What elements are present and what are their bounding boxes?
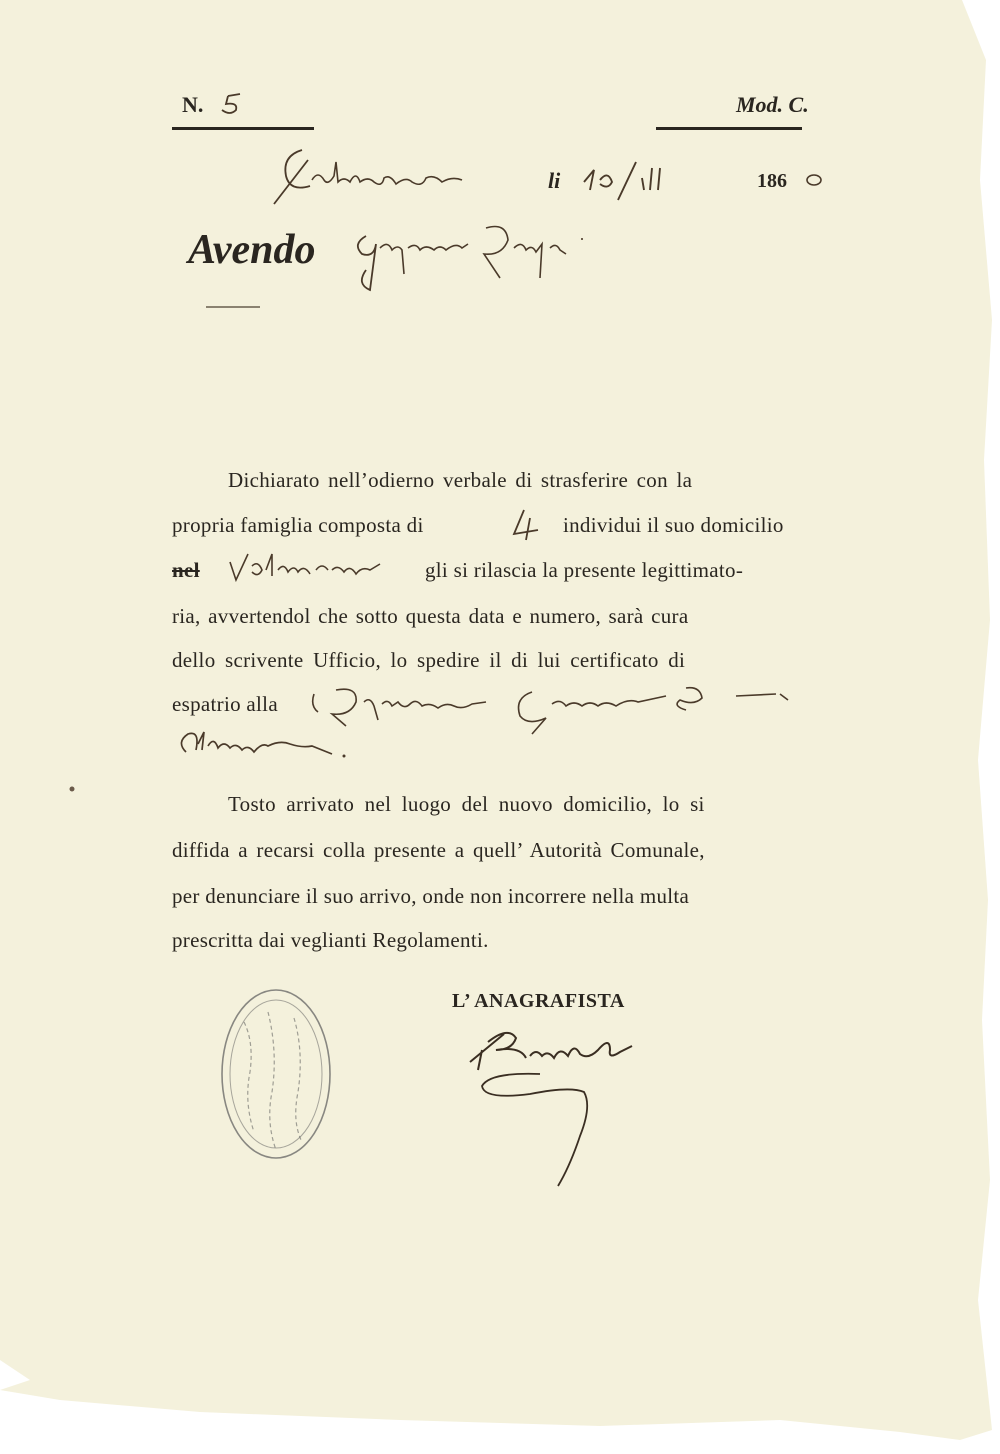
- p2-line-3: per denunciare il suo arrivo, onde non incorrere nella multa: [172, 884, 690, 908]
- p1-line-3-crossed: nel: [172, 558, 200, 582]
- p1-line-1: Dichiarato nell’odierno verbale di strasferire con la: [228, 468, 693, 492]
- ink-speck: [66, 780, 78, 799]
- model-label: Mod. C.: [736, 92, 809, 117]
- official-seal-stamp: [214, 982, 344, 1176]
- p1-line-5: dello scrivente Ufficio, lo spedire il di lui certificato di: [172, 648, 686, 672]
- authority-place-handwritten: [172, 722, 362, 766]
- year-handwritten: [800, 168, 830, 196]
- place-handwritten: [262, 136, 472, 220]
- number-label: N.: [182, 92, 204, 117]
- p2-line-1: Tosto arrivato nel luogo del nuovo domicilio, lo si: [228, 792, 705, 816]
- signature-handwritten: [460, 1016, 650, 1200]
- p2-line-2: diffida a recarsi colla presente a quell’ Autorità Comunale,: [172, 838, 705, 862]
- header-rule-left: [172, 127, 314, 130]
- destination-handwritten: [222, 540, 392, 594]
- p1-line-6: espatrio alla: [172, 692, 278, 716]
- anagrafista-title: L’ ANAGRAFISTA: [452, 990, 625, 1012]
- li-label: li: [548, 168, 561, 193]
- p2-line-4: prescritta dai veglianti Regolamenti.: [172, 928, 489, 952]
- date-handwritten: [578, 156, 678, 210]
- p1-line-2b: individui il suo domicilio: [563, 513, 784, 537]
- authority-handwritten: [306, 676, 806, 740]
- avendo-heading: Avendo: [188, 227, 316, 273]
- p1-line-4: ria, avvertendol che sotto questa data e numero, sarà cura: [172, 604, 689, 628]
- avendo-underline: [206, 306, 260, 308]
- header-rule-right: [656, 127, 802, 130]
- number-value-handwritten: [210, 88, 250, 122]
- year-printed: 186: [757, 170, 787, 192]
- p1-line-3b: gli si rilascia la presente legittimato-: [425, 558, 744, 582]
- p1-line-2a: propria famiglia composta di: [172, 513, 424, 537]
- name-handwritten: [346, 214, 606, 308]
- family-count-handwritten: [508, 504, 548, 548]
